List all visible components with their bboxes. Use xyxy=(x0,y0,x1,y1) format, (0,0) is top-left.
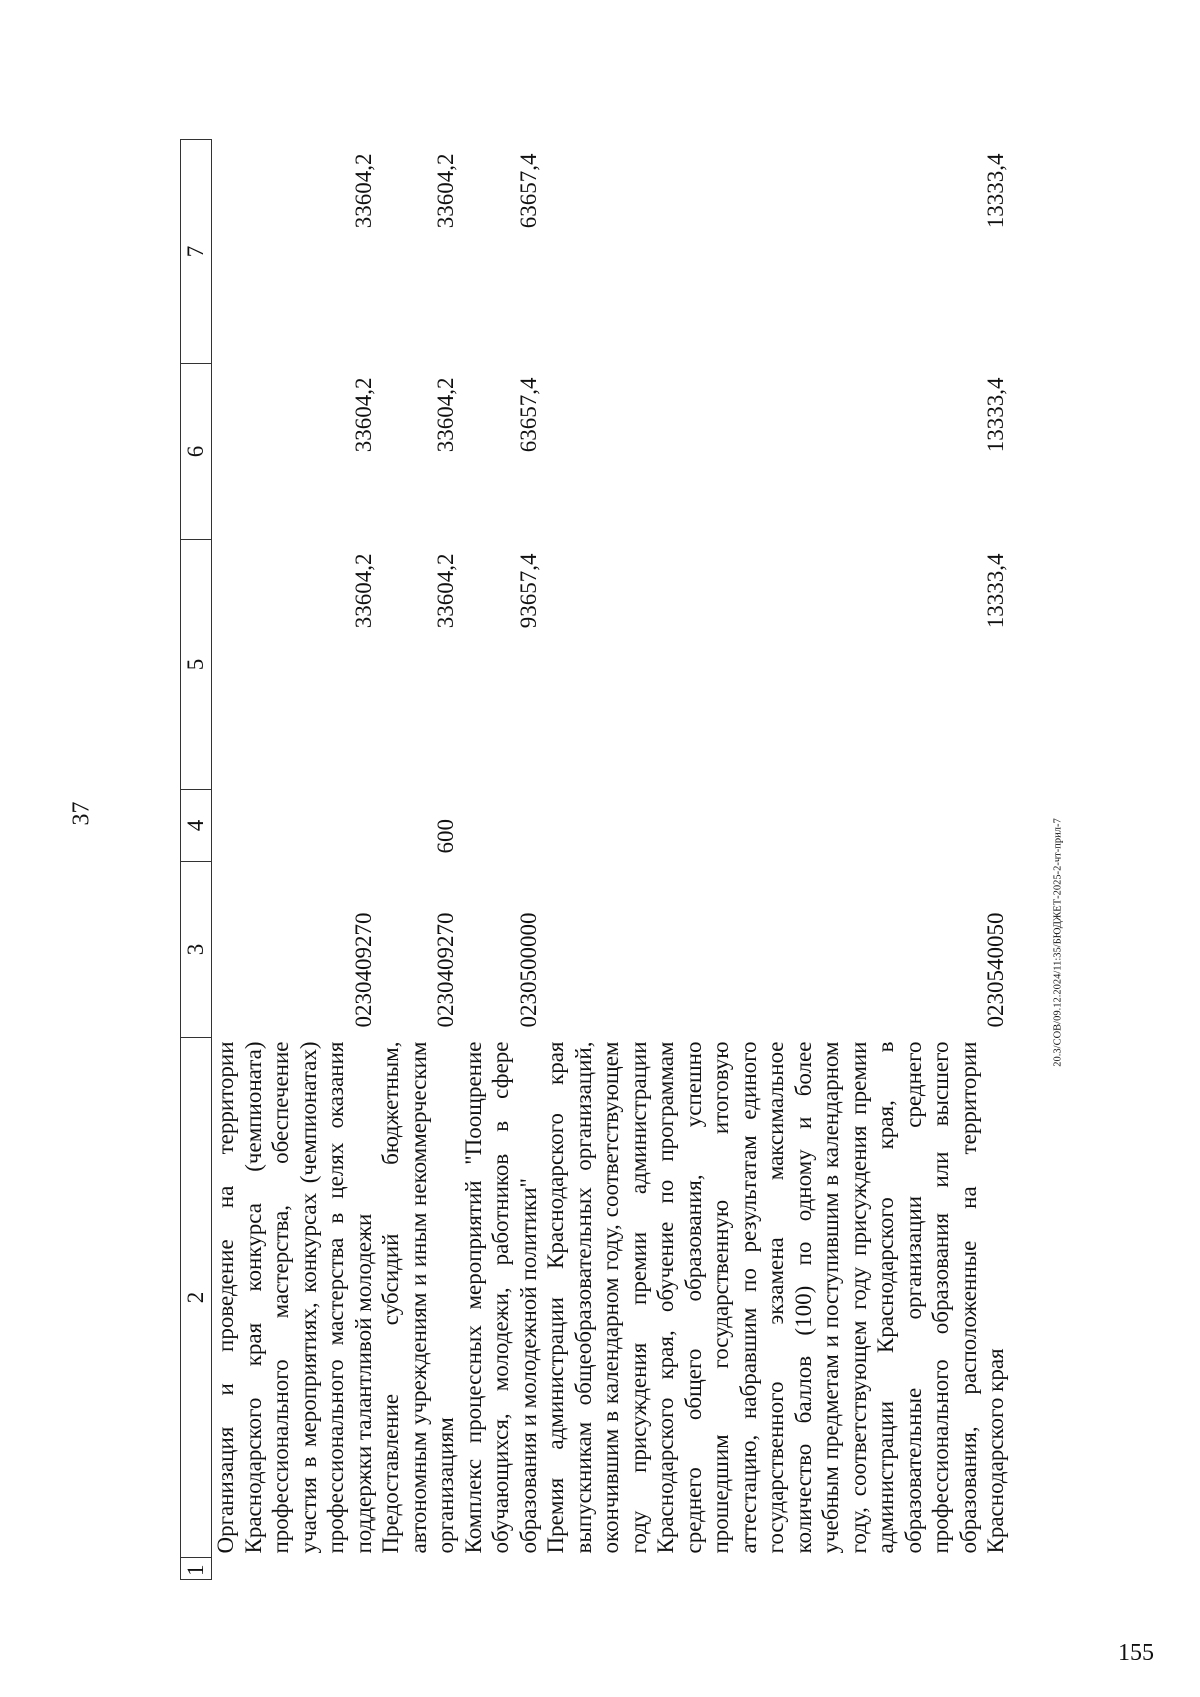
cell-amount-5: 33604,2 xyxy=(350,553,376,629)
cell-col-1 xyxy=(212,1558,378,1580)
cell-description: Премия администрации Краснодарского края выпускникам общеобразовательных организаций, окончившим в календарном году, соответствующем году присуждения премии администрации Краснодарского края, обучение по программам среднего общего образования, успешно прошедшим государственную итоговую аттестацию, набравшим по результатам единого государственного экзамена максимальное количество баллов (100) по одному и более учебным предметам и поступившим в календарном году, соответствующем году присуждения премии администрации Краснодарского края, в образовательные организации среднего профессионального образования или высшего образования, расположенные на территории Краснодарского края xyxy=(543,1041,1008,1554)
cell-amount-7: 33604,2 xyxy=(433,153,458,229)
cell-amount-5: 93657,4 xyxy=(515,553,541,629)
cell-col-1 xyxy=(542,1558,1010,1580)
cell-description: Организация и проведение на территории Краснодарского края конкурса (чемпионата) профессионального мастерства, обеспечение участия в мероприятиях, конкурсах (чемпионатах) профессионального мастерства в целях оказания поддержки талантливой молодежи xyxy=(213,1041,376,1554)
cell-amount-6: 33604,2 xyxy=(350,377,376,453)
page-number-bottom: 155 xyxy=(1118,1640,1154,1666)
cell-col-1 xyxy=(377,1558,460,1580)
header-col-3: 3 xyxy=(181,862,212,1038)
cell-description: Предоставление субсидий бюджетным, автономным учреждениям и иным некоммерческим организациям xyxy=(378,1041,458,1554)
cell-expense-type: 600 xyxy=(433,819,458,854)
cell-amount-7: 33604,2 xyxy=(350,153,376,229)
cell-amount-6: 33604,2 xyxy=(433,377,458,453)
cell-target-code: 0230409270 xyxy=(350,912,376,1028)
header-col-7: 7 xyxy=(181,140,212,364)
cell-description: Комплекс процессных мероприятий "Поощрение обучающихся, молодежи, работников в сфере образования и молодежной политики" xyxy=(460,1041,541,1554)
cell-expense-type xyxy=(212,790,378,862)
cell-expense-type xyxy=(542,790,1010,862)
page-number-top: 37 xyxy=(68,801,95,826)
header-col-4: 4 xyxy=(181,790,212,862)
table-header-row xyxy=(181,140,212,1580)
header-col-2: 2 xyxy=(181,1038,212,1558)
cell-target-code: 0230500000 xyxy=(515,912,541,1028)
cell-expense-type xyxy=(460,790,543,862)
budget-table-sheet xyxy=(180,140,1200,1580)
cell-amount-6: 63657,4 xyxy=(515,377,541,453)
budget-table xyxy=(180,139,1010,1580)
cell-target-code: 0230540050 xyxy=(983,912,1008,1028)
cell-col-1 xyxy=(460,1558,543,1580)
cell-amount-7: 63657,4 xyxy=(515,153,541,229)
cell-amount-7: 13333,4 xyxy=(983,153,1008,229)
cell-target-code: 0230409270 xyxy=(433,912,458,1028)
table-row xyxy=(542,140,1010,1580)
table-row xyxy=(377,140,460,1580)
table-row xyxy=(212,140,378,1580)
header-col-1: 1 xyxy=(181,1558,212,1580)
document-footer-code: 20.3/СОВ/09.12.2024/11:35/БЮДЖЕТ-2025-2-чт-прил-7 xyxy=(1052,818,1064,1067)
header-col-6: 6 xyxy=(181,364,212,540)
header-col-5: 5 xyxy=(181,540,212,790)
cell-amount-5: 33604,2 xyxy=(433,553,458,629)
cell-amount-5: 13333,4 xyxy=(983,553,1008,629)
cell-amount-6: 13333,4 xyxy=(983,377,1008,453)
table-row xyxy=(460,140,543,1580)
